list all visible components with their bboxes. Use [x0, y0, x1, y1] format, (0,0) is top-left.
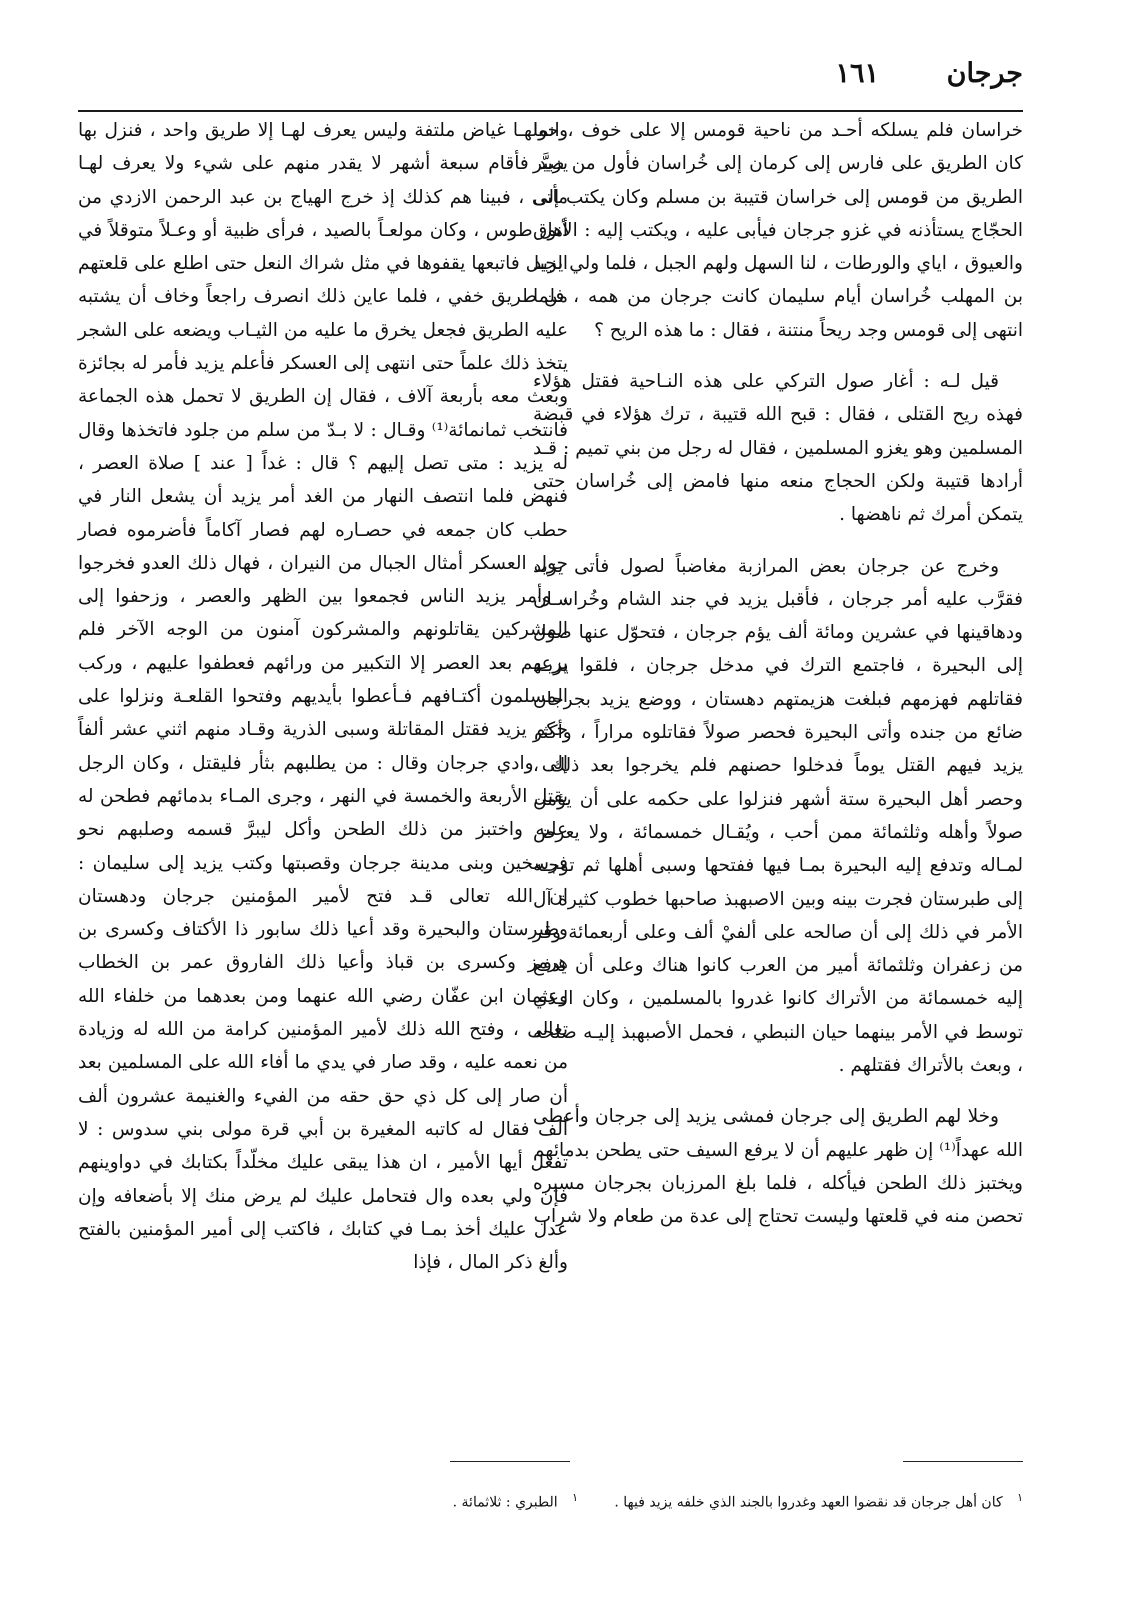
footnote-left: [428, 1488, 578, 1513]
paragraph: خراسان فلم يسلكه أحـد من ناحية قومس إلا على خوف ، انما كان الطريق على فارس إلى كرمان إلى خُراسان فأول من صيَّر الطريق من قومس إلى خراسان قتيبة بن مسلم وكان يكتب إلى الحجّاج يستأذنه في غزو جرجان فيأبى عليه ، ويكتب إليه : الأنوق والعيوق ، اياي والورطات ، لنا السهل ولهم الجبل ، فلما ولي يزيد بن المهلب خُراسان أيام سليمان كانت جرجان من همه ، فلما انتهى إلى قومس وجد ريحاً منتنة ، فقال : ما هذه الريح ؟: [533, 120, 1023, 341]
paragraph: وخرج عن جرجان بعض المرازبة مغاضباً لصول فأتى يزيد فقرَّب عليه أمر جرجان ، فأقبل يزيد في جند الشام وخُراسـان ودهاقينها في عشرين ومائة ألف يؤم جرجان ، فتحوّل عنها صول إلى البحيرة ، فاجتمع الترك في مدخل جرجان ، فلقوا يزيـد فقاتلهم فهزمهم فبلغت هزيمتهم دهستان ، ووضع يزيد بجرجان ضائع من جنده وأتى البحيرة فحصر صولاً فقاتلوه مراراً ، وأكثر يزيد فيهم القتل يوماً فدخلوا حصنهم فلم يخرجوا بعد ذلك ، وحصر أهل البحيرة ستة أشهر فنزلوا على حكمه على أن يؤمن صولاً وأهله وثلثمائة ممن أحب ، ويُقـال خمسمائة ، ولا يعرض لمـاله وتدفع إليه البحيرة بمـا فيها ففتحها وسبى أهلها ثم توجـه إلى طبرستان فجرت بينه وبين الاصبهبذ صاحبها خطوب كثيرة آل الأمر في ذلك إلى أن صالحه على ألفيْ ألف وعلى أربعمائة وقر من زعفران وثلثمائة أمير من العرب كانوا هناك وعلى أن يدفع إليه خمسمائة من الأتراك كانوا غدروا بالمسلمين ، وكان الـذي توسط في الأمر بينهما حيان النبطي ، فحمل الأصبهبذ إليـه صلحه ، وبعث بالأتراك فقتلهم .: [533, 555, 1023, 1077]
footnote-right: [563, 1488, 1023, 1513]
paragraph: قيل لـه : أغار صول التركي على هذه النـاحية فقتل هؤلاء فهذه ريح القتلى ، فقال : قبح الله قتيبة ، ترك هؤلاء في قبضة المسلمين وهو يغزو المسلمين ، فقال له رجل من بني تميم : قـد أرادها قتيبة ولكن الحجاج منعه منها فامض إلى خُراسان حتى يتمكن أمرك ثم ناهضها .: [533, 371, 1023, 526]
footnote-divider: [903, 1461, 1023, 1462]
footnote-number: ١: [572, 1491, 578, 1504]
footnote-number: ١: [1017, 1491, 1023, 1504]
right-column: [533, 114, 1023, 1252]
footnote-divider: [450, 1461, 570, 1462]
page-number: ١٦١: [835, 58, 879, 89]
paragraph: وخلا لهم الطريق إلى جرجان فمشى يزيد إلى جرجان وأعطى الله عهداً⁽¹⁾ إن ظهر عليهم أن لا يرفع السيف حتى يطحن بدمائهم ويختبز ذلك الطحن فيأكله ، فلما بلغ المرزبان بجرجان مسيره تحصن منه في قلعتها وليست تحتاج إلى عدة من طعام ولا شراب: [533, 1106, 1023, 1228]
page-header: [78, 58, 1023, 112]
running-title: جرجان: [946, 58, 1023, 89]
footnote-text: الطبري : ثلاثمائة .: [452, 1494, 558, 1511]
footnote-text: كان أهل جرجان قد نقضوا العهد وغدروا بالجند الذي خلفه يزيد فيها .: [614, 1494, 1003, 1511]
left-column: [78, 114, 568, 1297]
paragraph: وحولهـا غياض ملتفة وليس يعرف لهـا إلا طريق واحد ، فنزل بها يزيد فأقام سبعة أشهر لا يقدر منهم على شيء ولا يعرف لهـا مأتى ، فبينا هم كذلك إذ خرج الهياج بن عبد الرحمن الازدي من أهل طوس ، وكان مولعـاً بالصيد ، فرأى ظبية أو وعـلاً متوقلاً في الجبل فاتبعها يقفوها في مثل شراك النعل حتى اطلع على قلعتهم من طريق خفي ، فلما عاين ذلك انصرف راجعاً وخاف أن يشتبه عليه الطريق فجعل يخرق ما عليه من الثيـاب ويضعه على الشجر يتخذ ذلك علماً حتى انتهى إلى العسكر فأعلم يزيد فأمر له بجائزة وبعث معه بأربعة آلاف ، فقال إن الطريق لا تحمل هذه الجماعة فانتخب ثمانمائة⁽¹⁾ وقـال : لا بـدّ من سلم من جلود فاتخذها وقال له يزيد : متى تصل إليهم ؟ قال : غداً [ عند ] صلاة العصر ، فنهض فلما انتصف النهار من الغد أمر يزيد أن يشعل النار في حطب كان جمعه في حصـاره لهم فصار آكاماً فأضرموه فصار حول العسكر أمثال الجبال من النيران ، فهال ذلك العدو فخرجوا ، وأمر يزيد الناس فجمعوا بين الظهر والعصر ، وزحفوا إلى المشركين يقاتلونهم والمشركون آمنون من الوجه الآخر فلم يرعهم بعد العصر إلا التكبير من ورائهم فعطفوا عليهم ، وركب المسلمون أكتـافهم فـأعطوا بأيديهم وفتحوا القلعـة ونزلوا على حكم يزيد فقتل المقاتلة وسبى الذرية وقـاد منهم اثني عشر ألفاً إلى وادي جرجان وقال : من يطلبهم بثأر فليقتل ، وكان الرجل يقتل الأربعة والخمسة في النهر ، وجرى المـاء بدمائهم فطحن له عليه واختبز من ذلك الطحن وأكل ليبرَّ قسمه وصلبهم نحو فرسخين وبنى مدينة جرجان وقصبتها وكتب يزيد إلى سليمان : ان الله تعالى قـد فتح لأمير المؤمنين جرجان ودهستان وطبرستان والبحيرة وقد أعيا ذلك سابور ذا الأكتاف وكسرى بن هرمز وكسرى بن قباذ وأعيا ذلك الفاروق عمر بن الخطاب وعثمان ابن عفّان رضي الله عنهما ومن بعدهما من خلفاء الله تعالى ، وفتح الله ذلك لأمير المؤمنين كرامة من الله له وزيادة من نعمه عليه ، وقد صار في يدي ما أفاء الله على المسلمين بعد أن صار إلى كل ذي حق حقه من الفيء والغنيمة عشرون ألف ألف فقال له كاتبه المغيرة بن أبي قرة مولى بني سدوس : لا تفعل أيها الأمير ، ان هذا يبقى عليك مخلّداً بكتابك في دواوينهم فإن ولي بعده وال فتحامل عليك لم يرض منك إلا بأضعافه وإن عدل عليك أخذ بمـا في كتابك ، فاكتب إلى أمير المؤمنين بالفتح وألغ ذكر المال ، فإذا: [78, 120, 568, 1274]
